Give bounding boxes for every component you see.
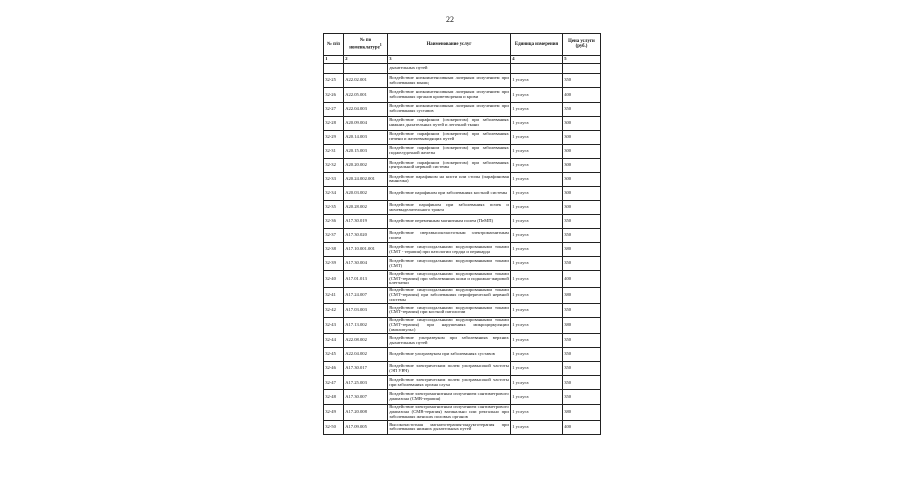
price-cell: 380	[563, 287, 601, 303]
row-number: 32-32	[324, 158, 344, 172]
nomenclature-code: A17.30.004	[344, 257, 388, 271]
nomenclature-code: A20.20.002	[344, 158, 388, 172]
unit-cell: 1 услуга	[511, 317, 563, 333]
table-row	[324, 376, 601, 390]
service-name: Воздействие парафином при заболеваниях костной системы	[388, 186, 511, 200]
continuation-row	[324, 63, 601, 74]
price-cell: 350	[563, 257, 601, 271]
unit-cell: 1 услуга	[511, 362, 563, 376]
price-cell: 300	[563, 144, 601, 158]
column-number: 5	[563, 55, 601, 63]
service-name: Воздействие электромагнитным излучением сантиметрового диапазона (СМВ-терапия)	[388, 390, 511, 404]
table-row	[324, 74, 601, 88]
service-name: Воздействие сверхвысокочастотным электромагнитным полем	[388, 229, 511, 243]
service-name: Высокочастотная магнитотерапия-индуктотерапия при заболеваниях нижних дыхательных путей	[388, 420, 511, 434]
price-cell: 350	[563, 376, 601, 390]
nomenclature-code: A20.09.004	[344, 116, 388, 130]
unit-cell: 1 услуга	[511, 404, 563, 420]
row-number: 32-45	[324, 348, 344, 362]
price-cell: 350	[563, 362, 601, 376]
row-number: 32-27	[324, 102, 344, 116]
price-cell: 350	[563, 215, 601, 229]
empty-cell	[511, 63, 563, 74]
service-name: Воздействие парафином (озокеритом) при заболеваниях нижних дыхательных путей и легочной ткани	[388, 116, 511, 130]
unit-cell: 1 услуга	[511, 186, 563, 200]
unit-cell: 1 услуга	[511, 130, 563, 144]
unit-cell: 1 услуга	[511, 420, 563, 434]
unit-cell: 1 услуга	[511, 271, 563, 287]
service-name: Воздействие электрическим полем ультравысокой частоты (ЭП УВЧ)	[388, 362, 511, 376]
row-number: 32-29	[324, 130, 344, 144]
price-cell: 380	[563, 243, 601, 257]
service-name: Воздействие синусоидальными модулированными токами (СМТ-терапия) при нарушениях микроциркуляции (амплипульс)	[389, 317, 509, 332]
table-row	[324, 303, 601, 317]
row-number: 32-36	[324, 215, 344, 229]
unit-cell: 1 услуга	[511, 376, 563, 390]
nomenclature-code: A17.30.007	[344, 390, 388, 404]
header-service-name: Наименование услуг	[388, 34, 511, 56]
row-number: 32-48	[324, 390, 344, 404]
service-name: Воздействие ультразвуком при заболеваниях суставов	[388, 348, 511, 362]
service-name: Воздействие парафином (озокеритом) при заболеваниях центральной нервной системы	[388, 158, 511, 172]
row-number: 32-47	[324, 376, 344, 390]
row-number: 32-33	[324, 172, 344, 186]
unit-cell: 1 услуга	[511, 229, 563, 243]
table-row	[324, 116, 601, 130]
header-unit: Единица измерения	[511, 34, 563, 56]
table-row	[324, 257, 601, 271]
price-cell: 350	[563, 348, 601, 362]
empty-cell	[344, 63, 388, 74]
table-row	[324, 102, 601, 116]
table-row	[324, 390, 601, 404]
table-row	[324, 271, 601, 287]
table-row	[324, 348, 601, 362]
nomenclature-code: A17.13.002	[344, 317, 388, 333]
nomenclature-code: A17.30.020	[344, 229, 388, 243]
row-number: 32-35	[324, 201, 344, 215]
unit-cell: 1 услуга	[511, 88, 563, 102]
service-name: Воздействие синусоидальными модулированными токами (СМТ)	[388, 257, 511, 271]
unit-cell: 1 услуга	[511, 257, 563, 271]
row-number: 32-40	[324, 271, 344, 287]
empty-cell	[563, 63, 601, 74]
table-row	[324, 317, 601, 333]
header-nomenclature-label: № по номенклатуре	[349, 38, 380, 51]
continuation-text: дыхательных путей	[388, 63, 511, 74]
service-name: Воздействие ультразвуком при заболеваниях верхних дыхательных путей	[388, 334, 511, 348]
nomenclature-code: A22.04.003	[344, 102, 388, 116]
nomenclature-code: A17.24.007	[344, 287, 388, 303]
service-name: Воздействие синусоидальными модулированными токами (СМТ - терапия) при патологии сердца и перикарда	[388, 243, 511, 257]
unit-cell: 1 услуга	[511, 74, 563, 88]
nomenclature-code: A17.30.019	[344, 215, 388, 229]
price-cell: 400	[563, 420, 601, 434]
column-number: 1	[324, 55, 344, 63]
table-row	[324, 420, 601, 434]
price-cell: 300	[563, 172, 601, 186]
service-name: Воздействие парафином (озокеритом) при заболеваниях поджелудочной железы	[388, 144, 511, 158]
column-number: 2	[344, 55, 388, 63]
price-cell: 380	[563, 317, 601, 333]
service-name: Воздействие электрическим полем ультравысокой частоты при заболеваниях органа слуха	[388, 376, 511, 390]
table-row	[324, 88, 601, 102]
nomenclature-code: A22.08.002	[344, 334, 388, 348]
header-price: Цена услуги (руб.)	[563, 34, 601, 56]
column-number-row	[324, 55, 601, 63]
row-number: 32-49	[324, 404, 344, 420]
table-row	[324, 334, 601, 348]
service-name: Воздействие парафином (озокеритом) при заболеваниях печени и желчевыводящих путей	[388, 130, 511, 144]
nomenclature-code: A20.15.003	[344, 144, 388, 158]
price-cell: 300	[563, 116, 601, 130]
row-number: 32-41	[324, 287, 344, 303]
unit-cell: 1 услуга	[511, 172, 563, 186]
nomenclature-code: A17.25.003	[344, 376, 388, 390]
service-name: Воздействие низкоинтенсивным лазерным излучением при заболеваниях мышц	[388, 74, 511, 88]
footnote-marker: 1	[379, 42, 382, 48]
header-number: № п/п	[324, 34, 344, 56]
service-name: Воздействие парафином при заболеваниях почек и мочевыделительного тракта	[388, 201, 511, 215]
nomenclature-code: A17.10.001.001	[344, 243, 388, 257]
service-name: Воздействие синусоидальными модулированными токами (СМТ-терапия) при костной патологии	[388, 303, 511, 317]
service-name: Воздействие низкоинтенсивным лазерным излучением при заболеваниях суставов	[388, 102, 511, 116]
service-name: Воздействие электромагнитным излучением сантиметрового диапазона (СМВ-терапия) вагинально или ректально при заболеваниях женских половых органов	[389, 404, 509, 419]
header-nomenclature	[344, 34, 388, 56]
price-cell: 300	[563, 201, 601, 215]
unit-cell: 1 услуга	[511, 287, 563, 303]
unit-cell: 1 услуга	[511, 102, 563, 116]
table-header-row	[324, 34, 601, 56]
row-number: 32-50	[324, 420, 344, 434]
row-number: 32-44	[324, 334, 344, 348]
unit-cell: 1 услуга	[511, 390, 563, 404]
unit-cell: 1 услуга	[511, 243, 563, 257]
nomenclature-code: A22.02.001	[344, 74, 388, 88]
price-cell: 400	[563, 271, 601, 287]
service-name: Воздействие синусоидальными модулированными токами (СМТ-терапия) при заболеваниях кожи и подкожно-жировой клетчатки	[389, 270, 509, 286]
price-cell: 300	[563, 158, 601, 172]
row-number: 32-28	[324, 116, 344, 130]
table-row	[324, 186, 601, 200]
table-row	[324, 404, 601, 420]
price-cell: 350	[563, 390, 601, 404]
table-row	[324, 243, 601, 257]
row-number: 32-38	[324, 243, 344, 257]
price-cell: 350	[563, 229, 601, 243]
nomenclature-code: A22.04.002	[344, 348, 388, 362]
nomenclature-code: A22.05.001	[344, 88, 388, 102]
price-cell: 300	[563, 186, 601, 200]
empty-cell	[324, 63, 344, 74]
column-number: 4	[511, 55, 563, 63]
price-table	[323, 33, 601, 435]
unit-cell: 1 услуга	[511, 201, 563, 215]
row-number: 32-34	[324, 186, 344, 200]
table-row	[324, 130, 601, 144]
unit-cell: 1 услуга	[511, 158, 563, 172]
nomenclature-code: A17.30.017	[344, 362, 388, 376]
nomenclature-code: A20.03.002	[344, 186, 388, 200]
row-number: 32-26	[324, 88, 344, 102]
unit-cell: 1 услуга	[511, 334, 563, 348]
table-row	[324, 158, 601, 172]
table-row	[324, 144, 601, 158]
row-number: 32-42	[324, 303, 344, 317]
unit-cell: 1 услуга	[511, 144, 563, 158]
table-row	[324, 201, 601, 215]
unit-cell: 1 услуга	[511, 215, 563, 229]
nomenclature-code: A17.20.008	[344, 404, 388, 420]
table-row	[324, 362, 601, 376]
page-number: 22	[446, 15, 454, 24]
row-number: 32-37	[324, 229, 344, 243]
row-number: 32-43	[324, 317, 344, 333]
row-number: 32-25	[324, 74, 344, 88]
price-cell: 350	[563, 102, 601, 116]
row-number: 32-39	[324, 257, 344, 271]
row-number: 32-46	[324, 362, 344, 376]
service-name: Воздействие парафином на кисти или стопы (парафиновая ванночка)	[388, 172, 511, 186]
nomenclature-code: A17.03.003	[344, 303, 388, 317]
price-cell: 350	[563, 334, 601, 348]
price-cell: 300	[563, 130, 601, 144]
nomenclature-code: A17.01.013	[344, 271, 388, 287]
table-row	[324, 287, 601, 303]
price-cell: 380	[563, 404, 601, 420]
service-name: Воздействие синусоидальными модулированными токами (СМТ-терапия) при заболеваниях периферической нервной системы	[389, 287, 509, 302]
nomenclature-code: A20.24.002.001	[344, 172, 388, 186]
service-name: Воздействие переменным магнитным полем (ПеМП)	[388, 215, 511, 229]
unit-cell: 1 услуга	[511, 303, 563, 317]
table-row	[324, 172, 601, 186]
unit-cell: 1 услуга	[511, 348, 563, 362]
nomenclature-code: A20.14.003	[344, 130, 388, 144]
service-name: Воздействие низкоинтенсивным лазерным излучением при заболеваниях органов кроветворения и крови	[388, 88, 511, 102]
row-number: 32-31	[324, 144, 344, 158]
nomenclature-code: A17.09.005	[344, 420, 388, 434]
price-cell: 350	[563, 303, 601, 317]
table-row	[324, 229, 601, 243]
table-row	[324, 215, 601, 229]
nomenclature-code: A20.28.002	[344, 201, 388, 215]
column-number: 3	[388, 55, 511, 63]
unit-cell: 1 услуга	[511, 116, 563, 130]
price-cell: 350	[563, 74, 601, 88]
price-cell: 400	[563, 88, 601, 102]
